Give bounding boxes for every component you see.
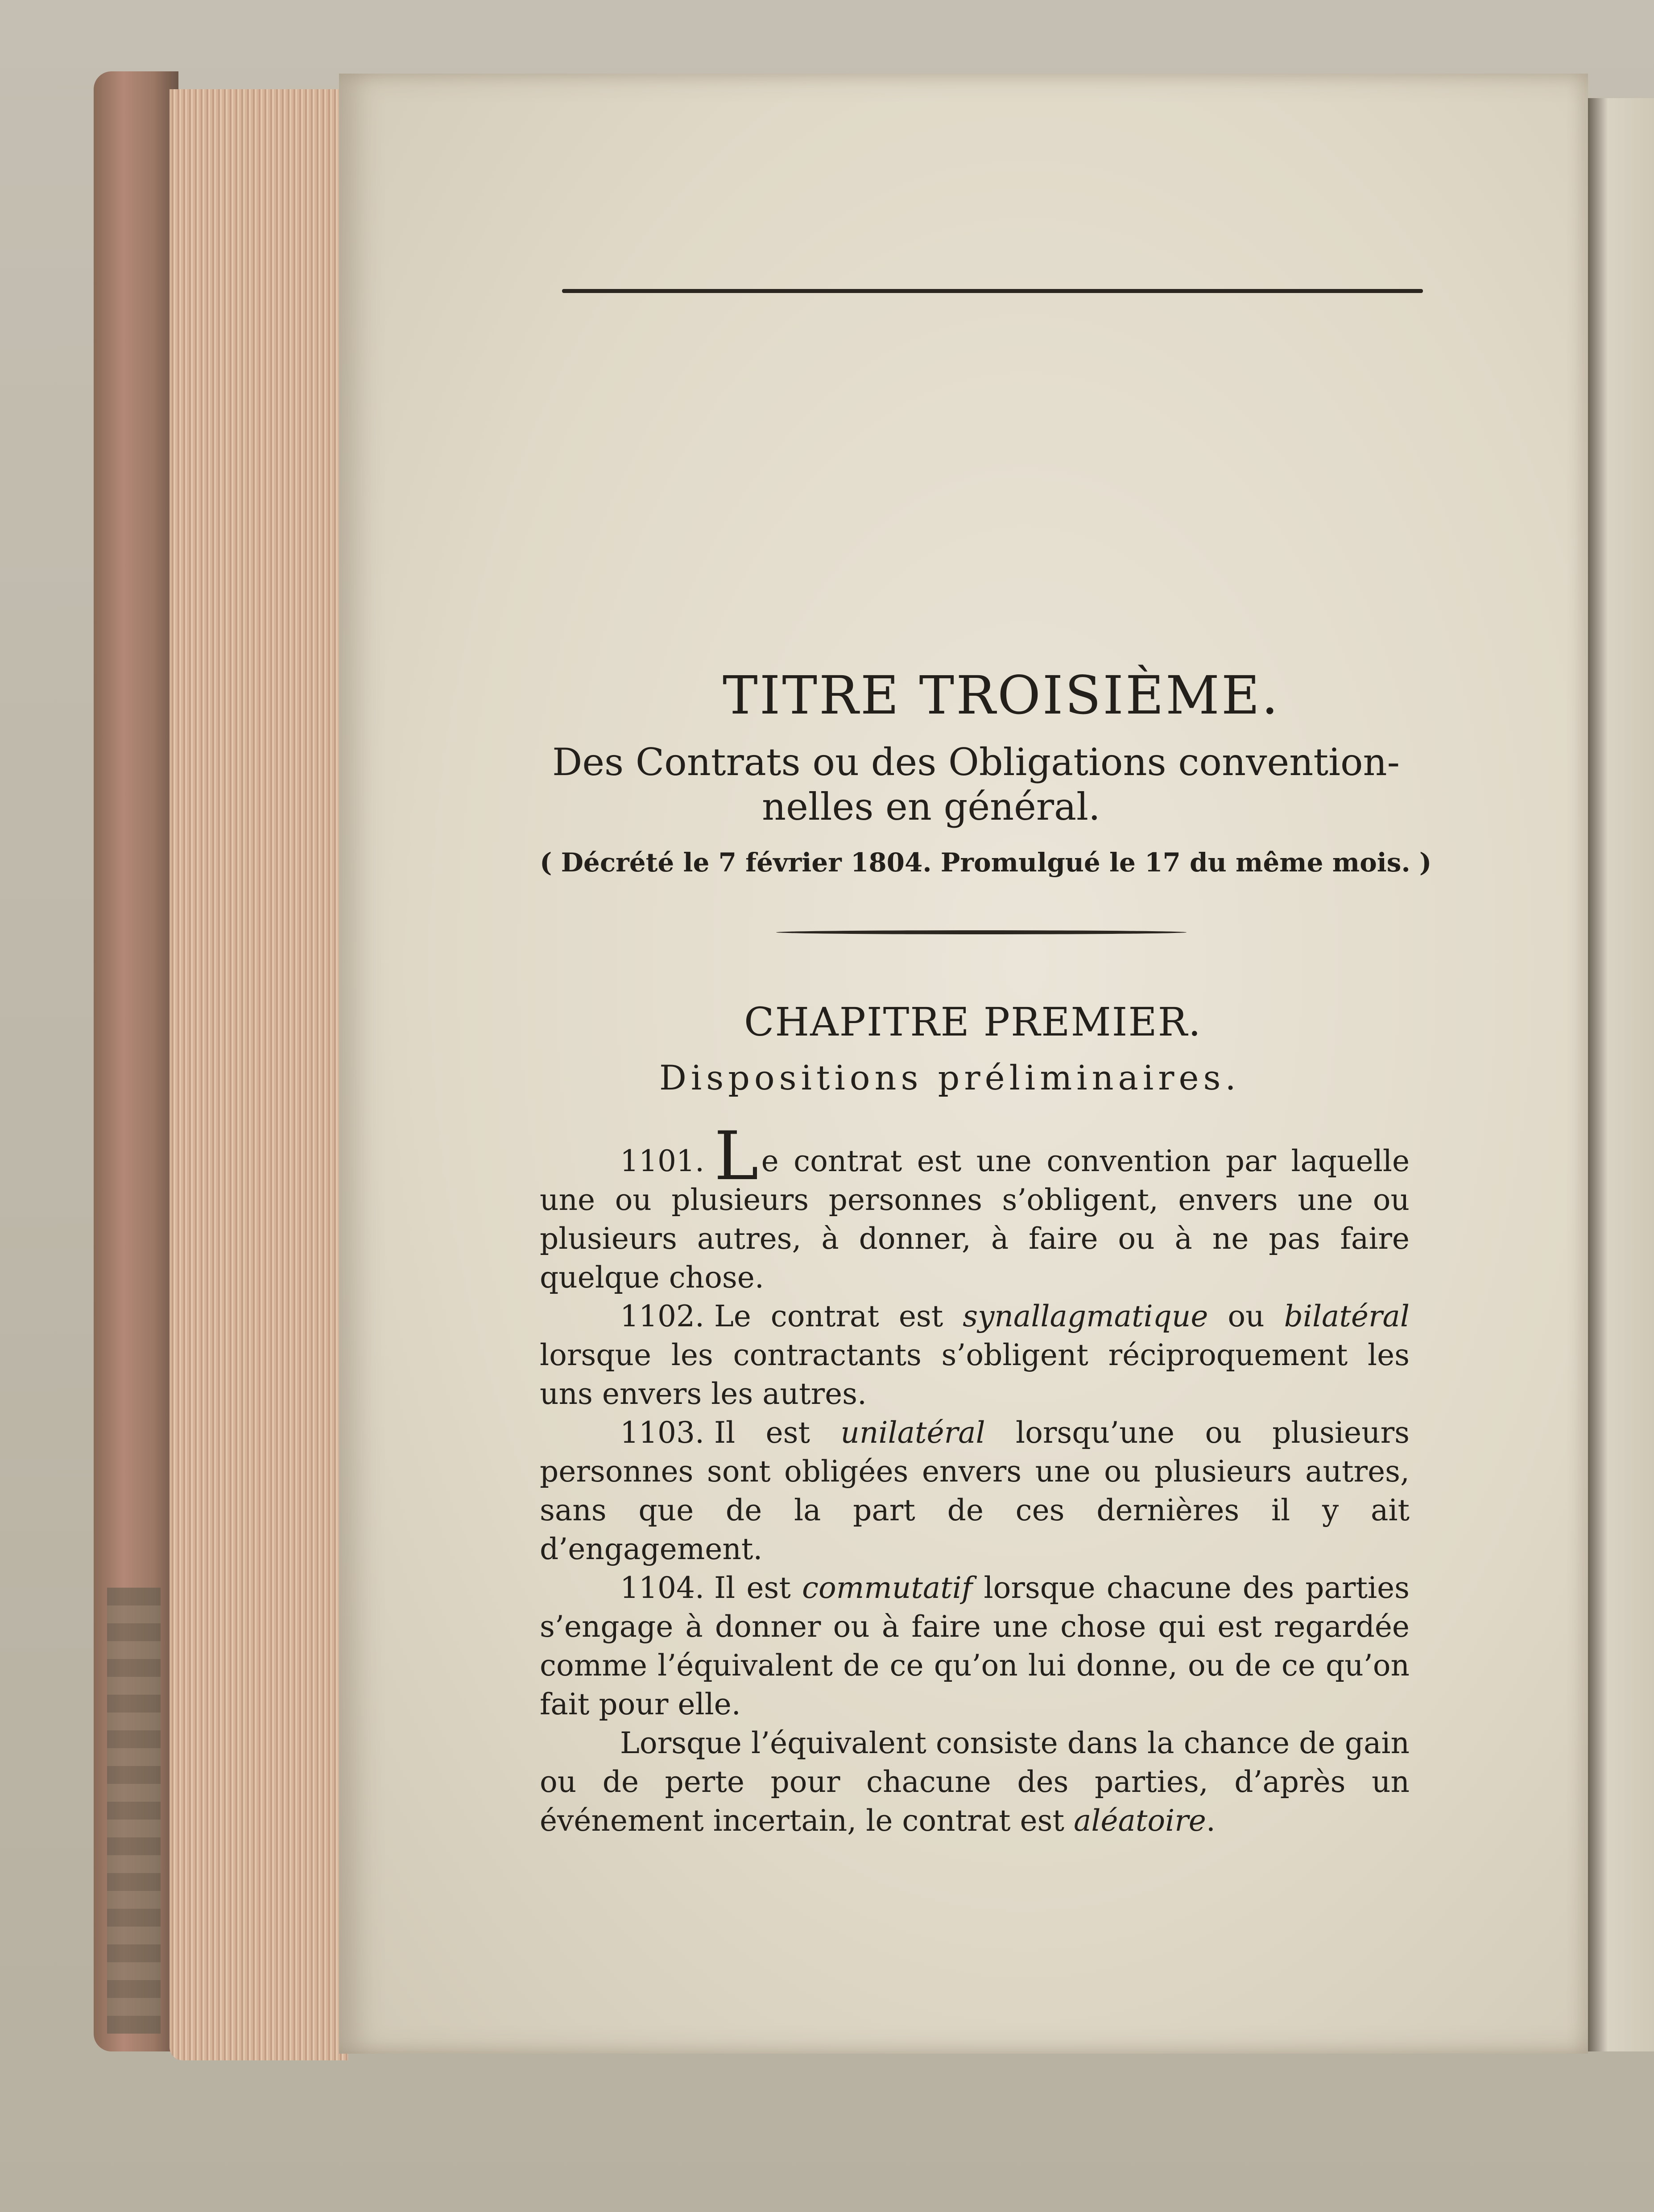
subtitle-line-2: nelles en général. [762,785,1100,829]
article-text: lorsqu’une ou plusieurs personnes sont obligées envers une ou plusieurs autres, sans que de la part de ces dernières il y ait d’engagement. [540,1416,1410,1566]
article-number: 1104. [620,1571,704,1605]
article-text: Il est [714,1571,802,1605]
chapter-title: CHAPITRE PREMIER. [744,999,1202,1045]
article-italic-term: unilatéral [840,1416,985,1450]
article-italic-term: bilatéral [1284,1299,1410,1333]
article-text: lorsque chacune des parties s’engage à donner ou à faire une chose qui est regardée comme l’équivalent de ce qu’on lui donne, ou de ce qu’on fait pour elle. [540,1571,1410,1721]
article-number: 1103. [620,1416,704,1450]
middle-rule [776,930,1187,934]
article-text: Le contrat est [714,1299,963,1333]
closing-paragraph [540,1724,1410,1840]
article-text: Il est [714,1416,841,1450]
article-body [540,1118,1410,1840]
article-italic-term: commutatif [802,1571,973,1605]
article-number: 1101. [620,1144,704,1178]
article-text: e contrat est une convention par laquelle une ou plusieurs personnes s’obligent, envers une ou plusieurs autres, à donner, à faire ou à ne pas faire quelque chose. [540,1144,1410,1295]
paragraph-italic-term: aléatoire [1073,1803,1206,1838]
article-text: ou [1208,1299,1284,1333]
facing-page-edge [1588,98,1654,2051]
article-1102 [540,1297,1410,1413]
subtitle-line-1: Des Contrats ou des Obligations convention- [552,740,1400,784]
book-spine [94,71,178,2051]
article-1103 [540,1413,1410,1568]
article-1101 [540,1118,1410,1297]
paragraph-text: . [1206,1803,1216,1838]
paragraph-text: Lorsque l’équivalent consiste dans la chance de gain ou de perte pour chacune des parties, d’après un événement incertain, le contrat est [540,1726,1410,1838]
article-number: 1102. [620,1299,704,1333]
page-title: TITRE TROISIÈME. [723,664,1280,726]
decree-note: ( Décrété le 7 février 1804. Promulgué le 17 du même mois. ) [540,847,1432,878]
top-rule [562,289,1423,293]
article-1104 [540,1568,1410,1724]
article-italic-term: synallagmatique [963,1299,1208,1333]
chapter-subtitle: Dispositions préliminaires. [659,1058,1240,1098]
drop-cap: L [714,1118,759,1195]
article-text: lorsque les contractants s’obligent réciproquement les uns envers les autres. [540,1338,1410,1411]
page-block-edge [170,89,348,2060]
